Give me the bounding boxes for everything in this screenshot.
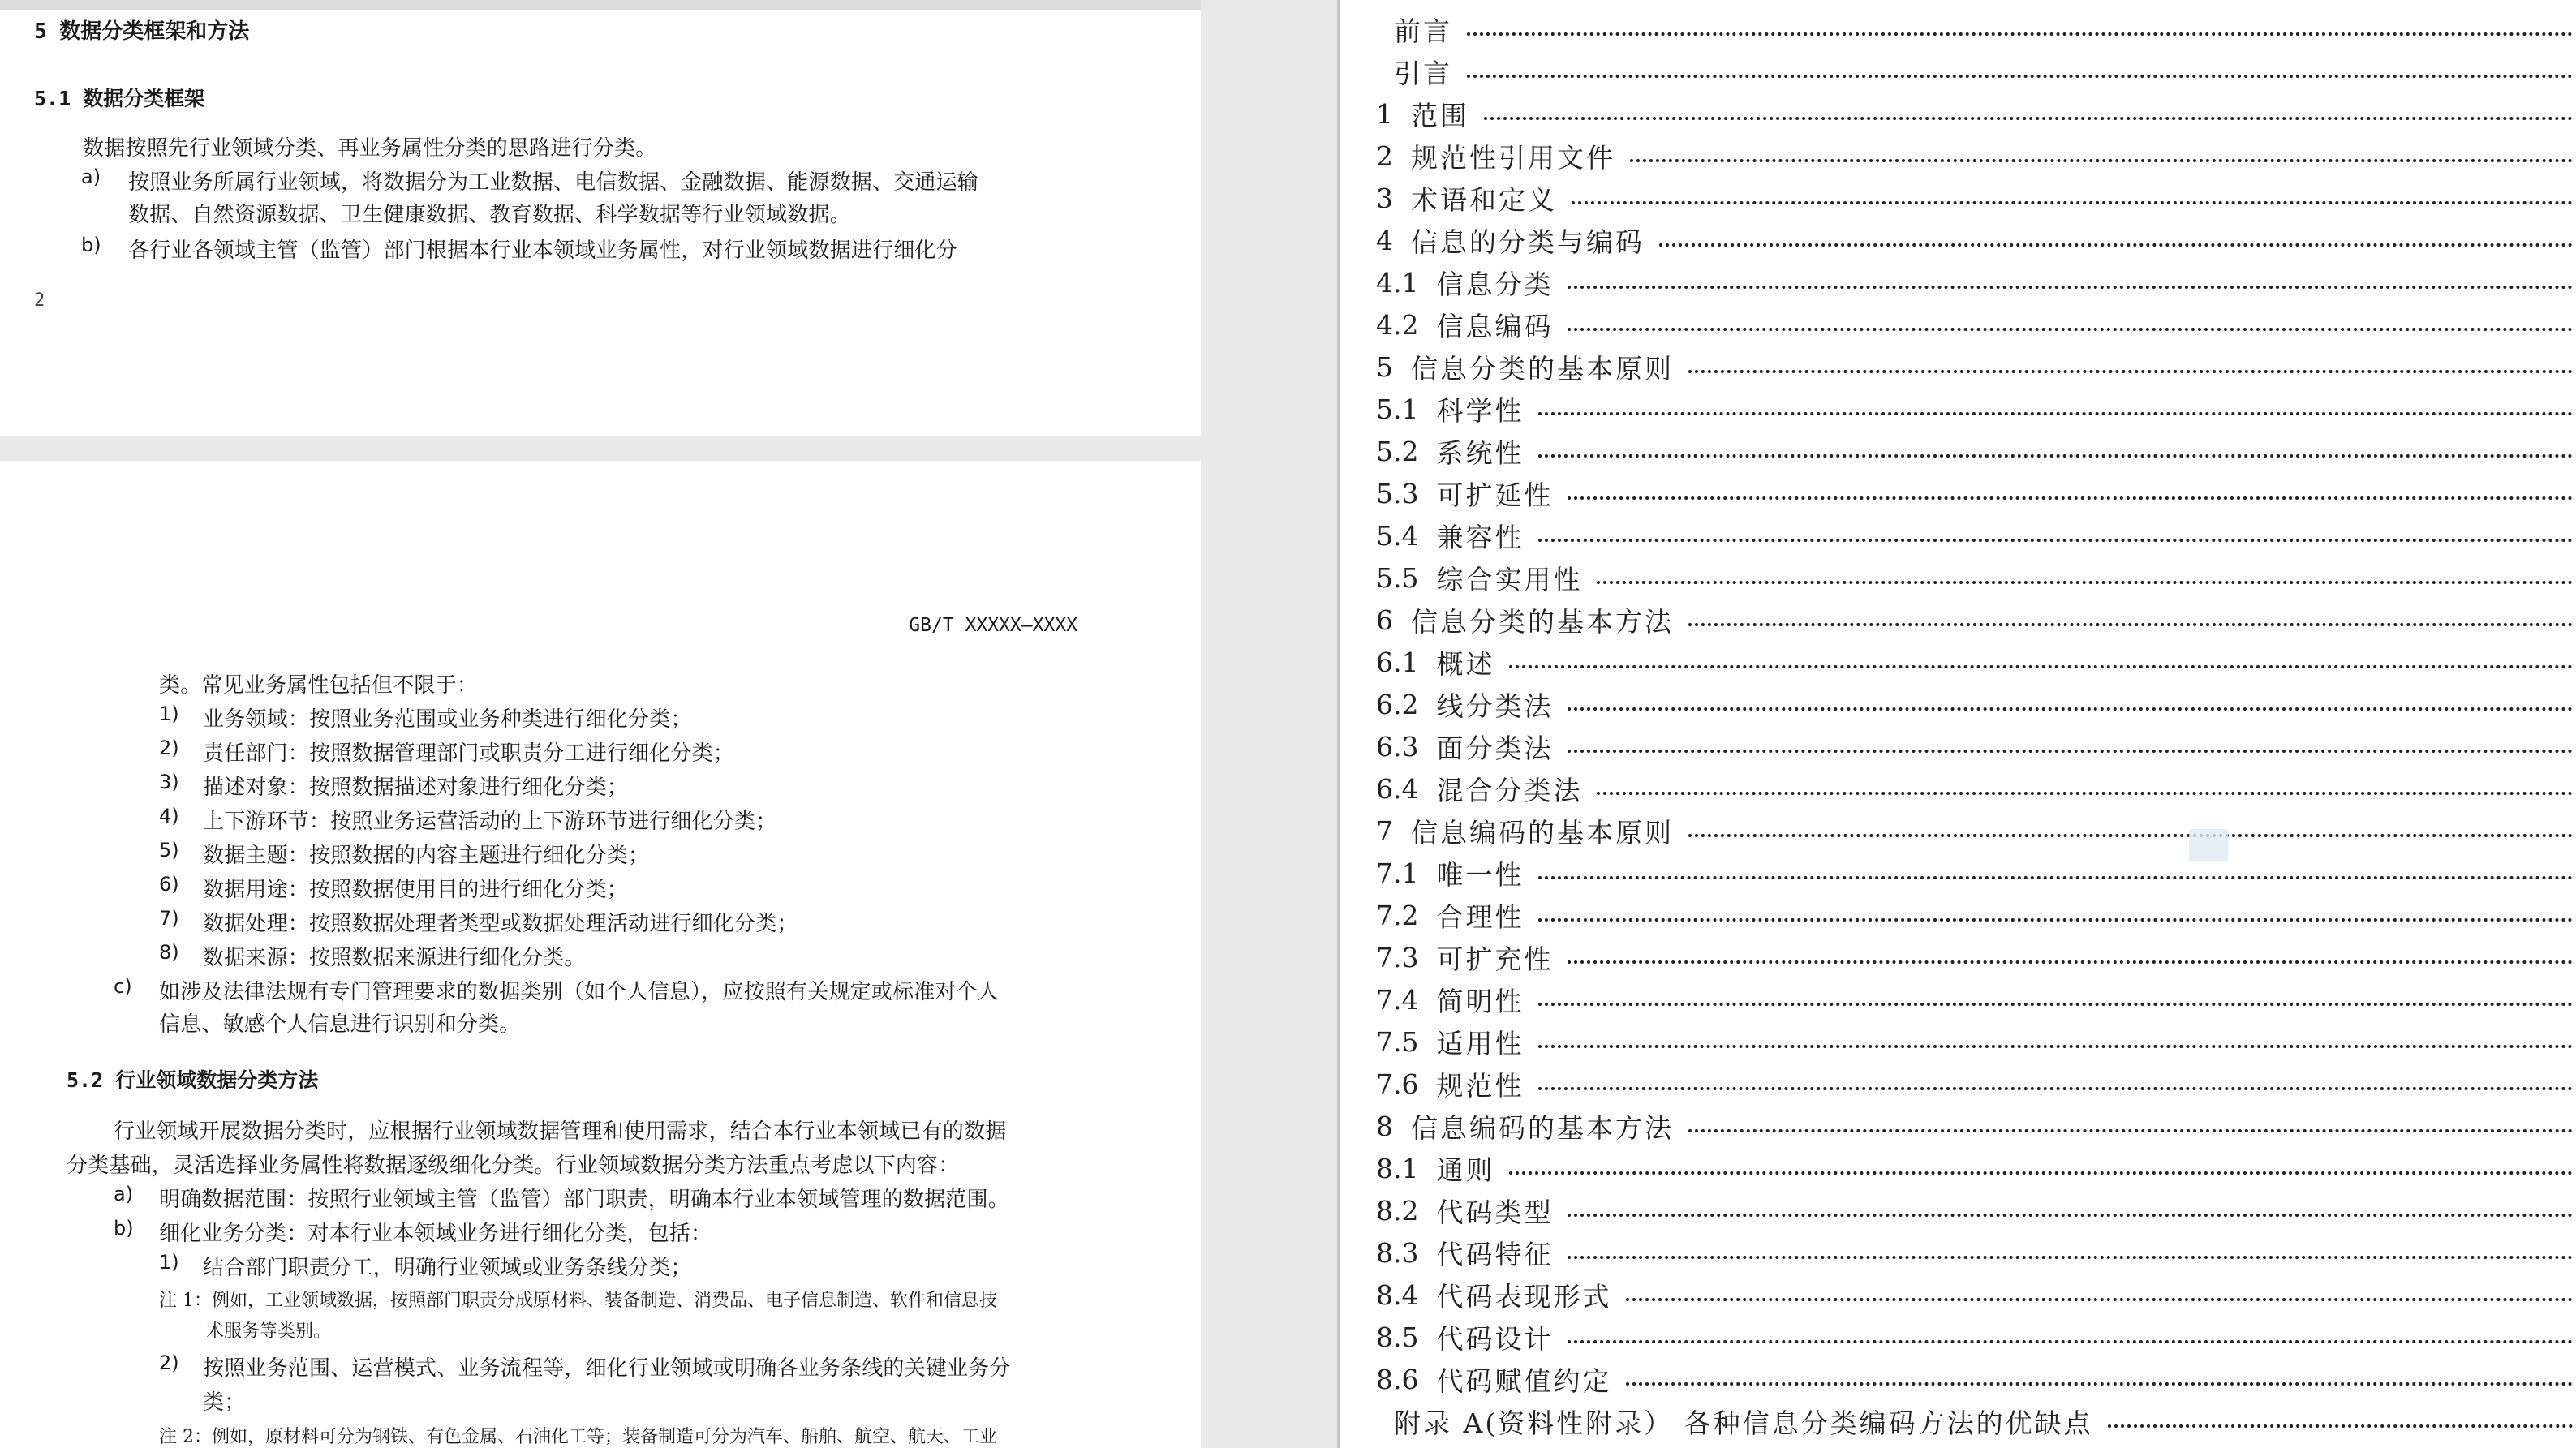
item-c-label: c): [114, 975, 132, 998]
toc-entry[interactable]: [1376, 1147, 2576, 1189]
toc-leader-dots: [1538, 876, 2573, 879]
note-1-line2: 术服务等类别。: [206, 1321, 332, 1342]
toc-entry[interactable]: [1376, 683, 2576, 725]
attr-label: 5): [159, 839, 179, 861]
attr-text: 描述对象：按照数据描述对象进行细化分类；: [203, 776, 629, 800]
attr-label: 7): [159, 907, 179, 930]
toc-title: 可扩充性: [1436, 943, 1554, 975]
toc-leader-dots: [1626, 1298, 2573, 1301]
toc-number: 7.4: [1376, 983, 1419, 1016]
toc-entry[interactable]: [1376, 767, 2576, 810]
item-a-line1: 按照业务所属行业领域，将数据分为工业数据、电信数据、金融数据、能源数据、交通运输: [128, 170, 979, 195]
toc-title: 代码类型: [1436, 1196, 1554, 1228]
attr-label: 2): [159, 737, 179, 759]
toc-title: 信息分类的基本方法: [1411, 605, 1674, 638]
toc-entry[interactable]: [1376, 978, 2576, 1020]
note-1-line1: 注 1：例如，工业领域数据，按照部门职责分成原材料、装备制造、消费品、电子信息制造、软件和信息技: [159, 1291, 997, 1311]
toc-title: 信息分类的基本原则: [1411, 352, 1674, 385]
toc-entry[interactable]: [1376, 388, 2576, 430]
toc-number: 7: [1376, 814, 1393, 847]
standard-header: GB/T XXXXX—XXXX: [909, 615, 1077, 636]
toc-entry[interactable]: [1376, 1400, 2576, 1442]
toc-leader-dots: [1568, 1340, 2573, 1343]
subsection-heading: 5.1 数据分类框架: [34, 87, 205, 110]
method-a-text: 明确数据范围：按照行业领域主管（监管）部门职责，明确本行业本领域管理的数据范围。: [159, 1188, 1010, 1212]
sub-item-2-line1: 按照业务范围、运营模式、业务流程等，细化行业领域或明确各业务条线的关键业务分: [203, 1356, 1011, 1381]
method-b-text: 细化业务分类：对本行业本领域业务进行细化分类，包括：: [159, 1222, 712, 1246]
toc-number: 5.2: [1376, 435, 1419, 467]
toc-leader-dots: [1538, 454, 2573, 458]
toc-entry[interactable]: [1376, 936, 2576, 978]
toc-title: 综合实用性: [1436, 563, 1583, 595]
toc-entry[interactable]: [1376, 346, 2576, 388]
toc-number: 4.1: [1376, 266, 1419, 299]
item-a-label: a): [81, 165, 101, 188]
toc-title: 适用性: [1436, 1027, 1525, 1059]
note-2-line1: 注 2：例如，原材料可分为钢铁、有色金属、石油化工等；装备制造可分为汽车、船舶、航空、航天、工业: [159, 1427, 997, 1447]
paragraph-line1: 行业领域开展数据分类时，应根据行业领域数据管理和使用需求，结合本行业本领域已有的数据: [114, 1119, 1007, 1144]
toc-number: 8.5: [1376, 1321, 1419, 1353]
toc-leader-dots: [1538, 1003, 2573, 1006]
document-page-top: [0, 0, 1201, 436]
toc-title: 规范性: [1436, 1069, 1525, 1102]
toc-leader-dots: [1538, 918, 2573, 922]
toc-title: 系统性: [1436, 436, 1525, 469]
toc-title: 信息编码的基本原则: [1411, 816, 1674, 849]
toc-leader-dots: [1568, 1256, 2573, 1259]
toc-leader-dots: [1572, 201, 2573, 204]
toc-number: 4: [1376, 224, 1393, 256]
toc-number: 6.3: [1376, 730, 1419, 763]
toc-title: 代码特征: [1436, 1238, 1554, 1270]
toc-title: 唯一性: [1436, 858, 1525, 891]
item-c-line1: 如涉及法律法规有专门管理要求的数据类别（如个人信息），应按照有关规定或标准对个人: [159, 980, 1000, 1004]
toc-entry[interactable]: [1376, 810, 2576, 852]
table-of-contents-pane[interactable]: [1337, 0, 2576, 1448]
toc-entry[interactable]: [1376, 8, 2576, 50]
toc-leader-dots: [1538, 539, 2573, 542]
attr-text: 业务领域：按照业务范围或业务种类进行细化分类；: [203, 707, 692, 732]
toc-leader-dots: [1568, 960, 2573, 964]
attr-label: 8): [159, 941, 179, 964]
toc-title: 代码表现形式: [1436, 1280, 1612, 1313]
paragraph-line2: 分类基础，灵活选择业务属性将数据逐级细化分类。行业领域数据分类方法重点考虑以下内容：: [67, 1154, 960, 1178]
toc-entry[interactable]: [1376, 472, 2576, 514]
toc-entry[interactable]: [1376, 1358, 2576, 1400]
toc-number: 6.2: [1376, 688, 1419, 720]
toc-entry[interactable]: [1376, 1316, 2576, 1358]
toc-leader-dots: [1568, 1214, 2573, 1217]
document-page-bottom: [0, 461, 1201, 1448]
toc-leader-dots: [1626, 1382, 2573, 1386]
toc-number: 7.5: [1376, 1025, 1419, 1058]
toc-number: 8.3: [1376, 1236, 1419, 1269]
toc-number: 8.1: [1376, 1152, 1419, 1184]
toc-leader-dots: [1568, 707, 2573, 711]
item-b-label: b): [81, 234, 101, 256]
toc-number: 8.4: [1376, 1278, 1419, 1311]
toc-entry[interactable]: [1376, 641, 2576, 683]
toc-entry[interactable]: [1376, 177, 2576, 219]
attr-text: 责任部门：按照数据管理部门或职责分工进行细化分类；: [203, 741, 735, 766]
toc-leader-dots: [1467, 75, 2573, 78]
toc-title: 范围: [1411, 99, 1469, 131]
toc-number: 4.2: [1376, 308, 1419, 341]
toc-number: 3: [1376, 182, 1393, 214]
toc-title: 线分类法: [1436, 690, 1554, 722]
intro-paragraph: 数据按照先行业领域分类、再业务属性分类的思路进行分类。: [83, 136, 657, 161]
toc-number: 6: [1376, 604, 1393, 636]
toc-number: 8.2: [1376, 1194, 1419, 1227]
toc-title: 可扩延性: [1436, 479, 1554, 511]
toc-title: 面分类法: [1436, 732, 1554, 764]
toc-title: 简明性: [1436, 985, 1525, 1017]
toc-leader-dots: [1568, 328, 2573, 331]
toc-leader-dots: [1568, 496, 2573, 500]
attr-label: 4): [159, 805, 179, 827]
toc-leader-dots: [1509, 1171, 2573, 1175]
toc-entry[interactable]: [1376, 514, 2576, 556]
toc-entry[interactable]: [1376, 1063, 2576, 1105]
toc-title: 合理性: [1436, 900, 1525, 933]
toc-entry[interactable]: [1376, 556, 2576, 599]
toc-number: 7.2: [1376, 899, 1419, 931]
toc-entry[interactable]: [1376, 599, 2576, 641]
toc-entry[interactable]: [1376, 303, 2576, 346]
toc-title: 代码设计: [1436, 1322, 1554, 1355]
toc-leader-dots: [1538, 1087, 2573, 1090]
toc-title: 兼容性: [1436, 521, 1525, 553]
toc-number: 5.1: [1376, 393, 1419, 425]
toc-title: 术语和定义: [1411, 183, 1557, 216]
toc-leader-dots: [1688, 834, 2573, 837]
toc-entry[interactable]: [1376, 1105, 2576, 1147]
toc-number: 5.3: [1376, 477, 1419, 509]
toc-leader-dots: [1597, 792, 2573, 795]
sub-item-1-label: 1): [159, 1251, 179, 1274]
continuation-line: 类。常见业务属性包括但不限于：: [159, 673, 479, 698]
attr-label: 6): [159, 873, 179, 896]
item-c-line2: 信息、敏感个人信息进行识别和分类。: [159, 1012, 521, 1037]
toc-entry[interactable]: [1376, 261, 2576, 303]
method-a-label: a): [114, 1183, 134, 1205]
toc-leader-dots: [1659, 243, 2573, 247]
method-b-label: b): [114, 1217, 134, 1240]
toc-title: 混合分类法: [1436, 774, 1583, 806]
toc-leader-dots: [1484, 117, 2573, 120]
toc-leader-dots: [1509, 665, 2573, 668]
attr-text: 上下游环节：按照业务运营活动的上下游环节进行细化分类；: [203, 810, 777, 834]
toc-leader-dots: [2108, 1424, 2573, 1428]
sub-item-2-label: 2): [159, 1351, 179, 1374]
toc-title: 引言: [1394, 57, 1452, 89]
attr-text: 数据主题：按照数据的内容主题进行细化分类；: [203, 844, 650, 868]
toc-number: 8.6: [1376, 1363, 1419, 1395]
toc-number: 5.5: [1376, 561, 1419, 594]
toc-number: 6.1: [1376, 646, 1419, 678]
toc-entry[interactable]: [1376, 852, 2576, 894]
sub-item-2-line2: 类；: [203, 1390, 246, 1415]
toc-entry[interactable]: [1376, 1189, 2576, 1231]
toc-leader-dots: [1467, 32, 2573, 36]
item-b-line1: 各行业各领域主管（监管）部门根据本行业本领域业务属性，对行业领域数据进行细化分: [128, 238, 957, 263]
toc-leader-dots: [1568, 750, 2573, 753]
toc-number: 7.6: [1376, 1068, 1419, 1100]
toc-title: 信息编码的基本方法: [1411, 1111, 1674, 1144]
page-number: 2: [34, 290, 45, 311]
toc-number: 6.4: [1376, 772, 1419, 805]
toc-title: 信息编码: [1436, 310, 1554, 342]
toc-title: 代码赋值约定: [1436, 1364, 1612, 1397]
subsection-heading: 5.2 行业领域数据分类方法: [67, 1068, 319, 1092]
toc-entry[interactable]: [1376, 430, 2576, 472]
toc-number: 2: [1376, 140, 1393, 172]
watermark-overlay-icon: [2189, 829, 2228, 861]
toc-leader-dots: [1538, 412, 2573, 415]
attr-text: 数据来源：按照数据来源进行细化分类。: [203, 946, 586, 970]
toc-leader-dots: [1538, 1045, 2573, 1048]
toc-leader-dots: [1688, 370, 2573, 373]
toc-entry[interactable]: [1376, 894, 2576, 936]
toc-title: 通则: [1436, 1154, 1495, 1186]
toc-entry[interactable]: [1376, 1231, 2576, 1274]
toc-entry[interactable]: [1376, 219, 2576, 261]
toc-title: 信息分类: [1436, 268, 1554, 300]
toc-leader-dots: [1630, 159, 2573, 162]
toc-entry[interactable]: [1376, 725, 2576, 767]
toc-number: 5.4: [1376, 519, 1419, 552]
toc-leader-dots: [1688, 1129, 2573, 1132]
section-heading: 5 数据分类框架和方法: [34, 19, 250, 44]
item-a-line2: 数据、自然资源数据、卫生健康数据、教育数据、科学数据等行业领域数据。: [128, 203, 851, 227]
toc-entry[interactable]: [1376, 92, 2576, 135]
toc-number: 1: [1376, 97, 1393, 130]
attr-label: 3): [159, 771, 179, 793]
toc-entry[interactable]: [1376, 50, 2576, 92]
toc-number: 7.1: [1376, 857, 1419, 889]
toc-entry[interactable]: [1376, 1020, 2576, 1063]
toc-leader-dots: [1568, 286, 2573, 289]
toc-title: 规范性引用文件: [1411, 141, 1615, 174]
toc-number: 8: [1376, 1110, 1393, 1142]
attr-label: 1): [159, 703, 179, 725]
toc-entry[interactable]: [1376, 135, 2576, 177]
toc-title: 信息的分类与编码: [1411, 226, 1645, 258]
attr-text: 数据用途：按照数据使用目的进行细化分类；: [203, 878, 629, 902]
toc-title: 概述: [1436, 647, 1495, 680]
toc-title: 科学性: [1436, 394, 1525, 427]
toc-entry[interactable]: [1376, 1274, 2576, 1316]
toc-number: 7.3: [1376, 941, 1419, 973]
toc-number: 5: [1376, 350, 1393, 383]
toc-title: 附录 A(资料性附录） 各种信息分类编码方法的优缺点: [1394, 1407, 2093, 1439]
attr-text: 数据处理：按照数据处理者类型或数据处理活动进行细化分类；: [203, 912, 798, 936]
toc-leader-dots: [1688, 623, 2573, 626]
sub-item-1-text: 结合部门职责分工，明确行业领域或业务条线分类；: [203, 1256, 692, 1280]
toc-leader-dots: [1597, 581, 2573, 584]
toc-title: 前言: [1394, 15, 1452, 47]
